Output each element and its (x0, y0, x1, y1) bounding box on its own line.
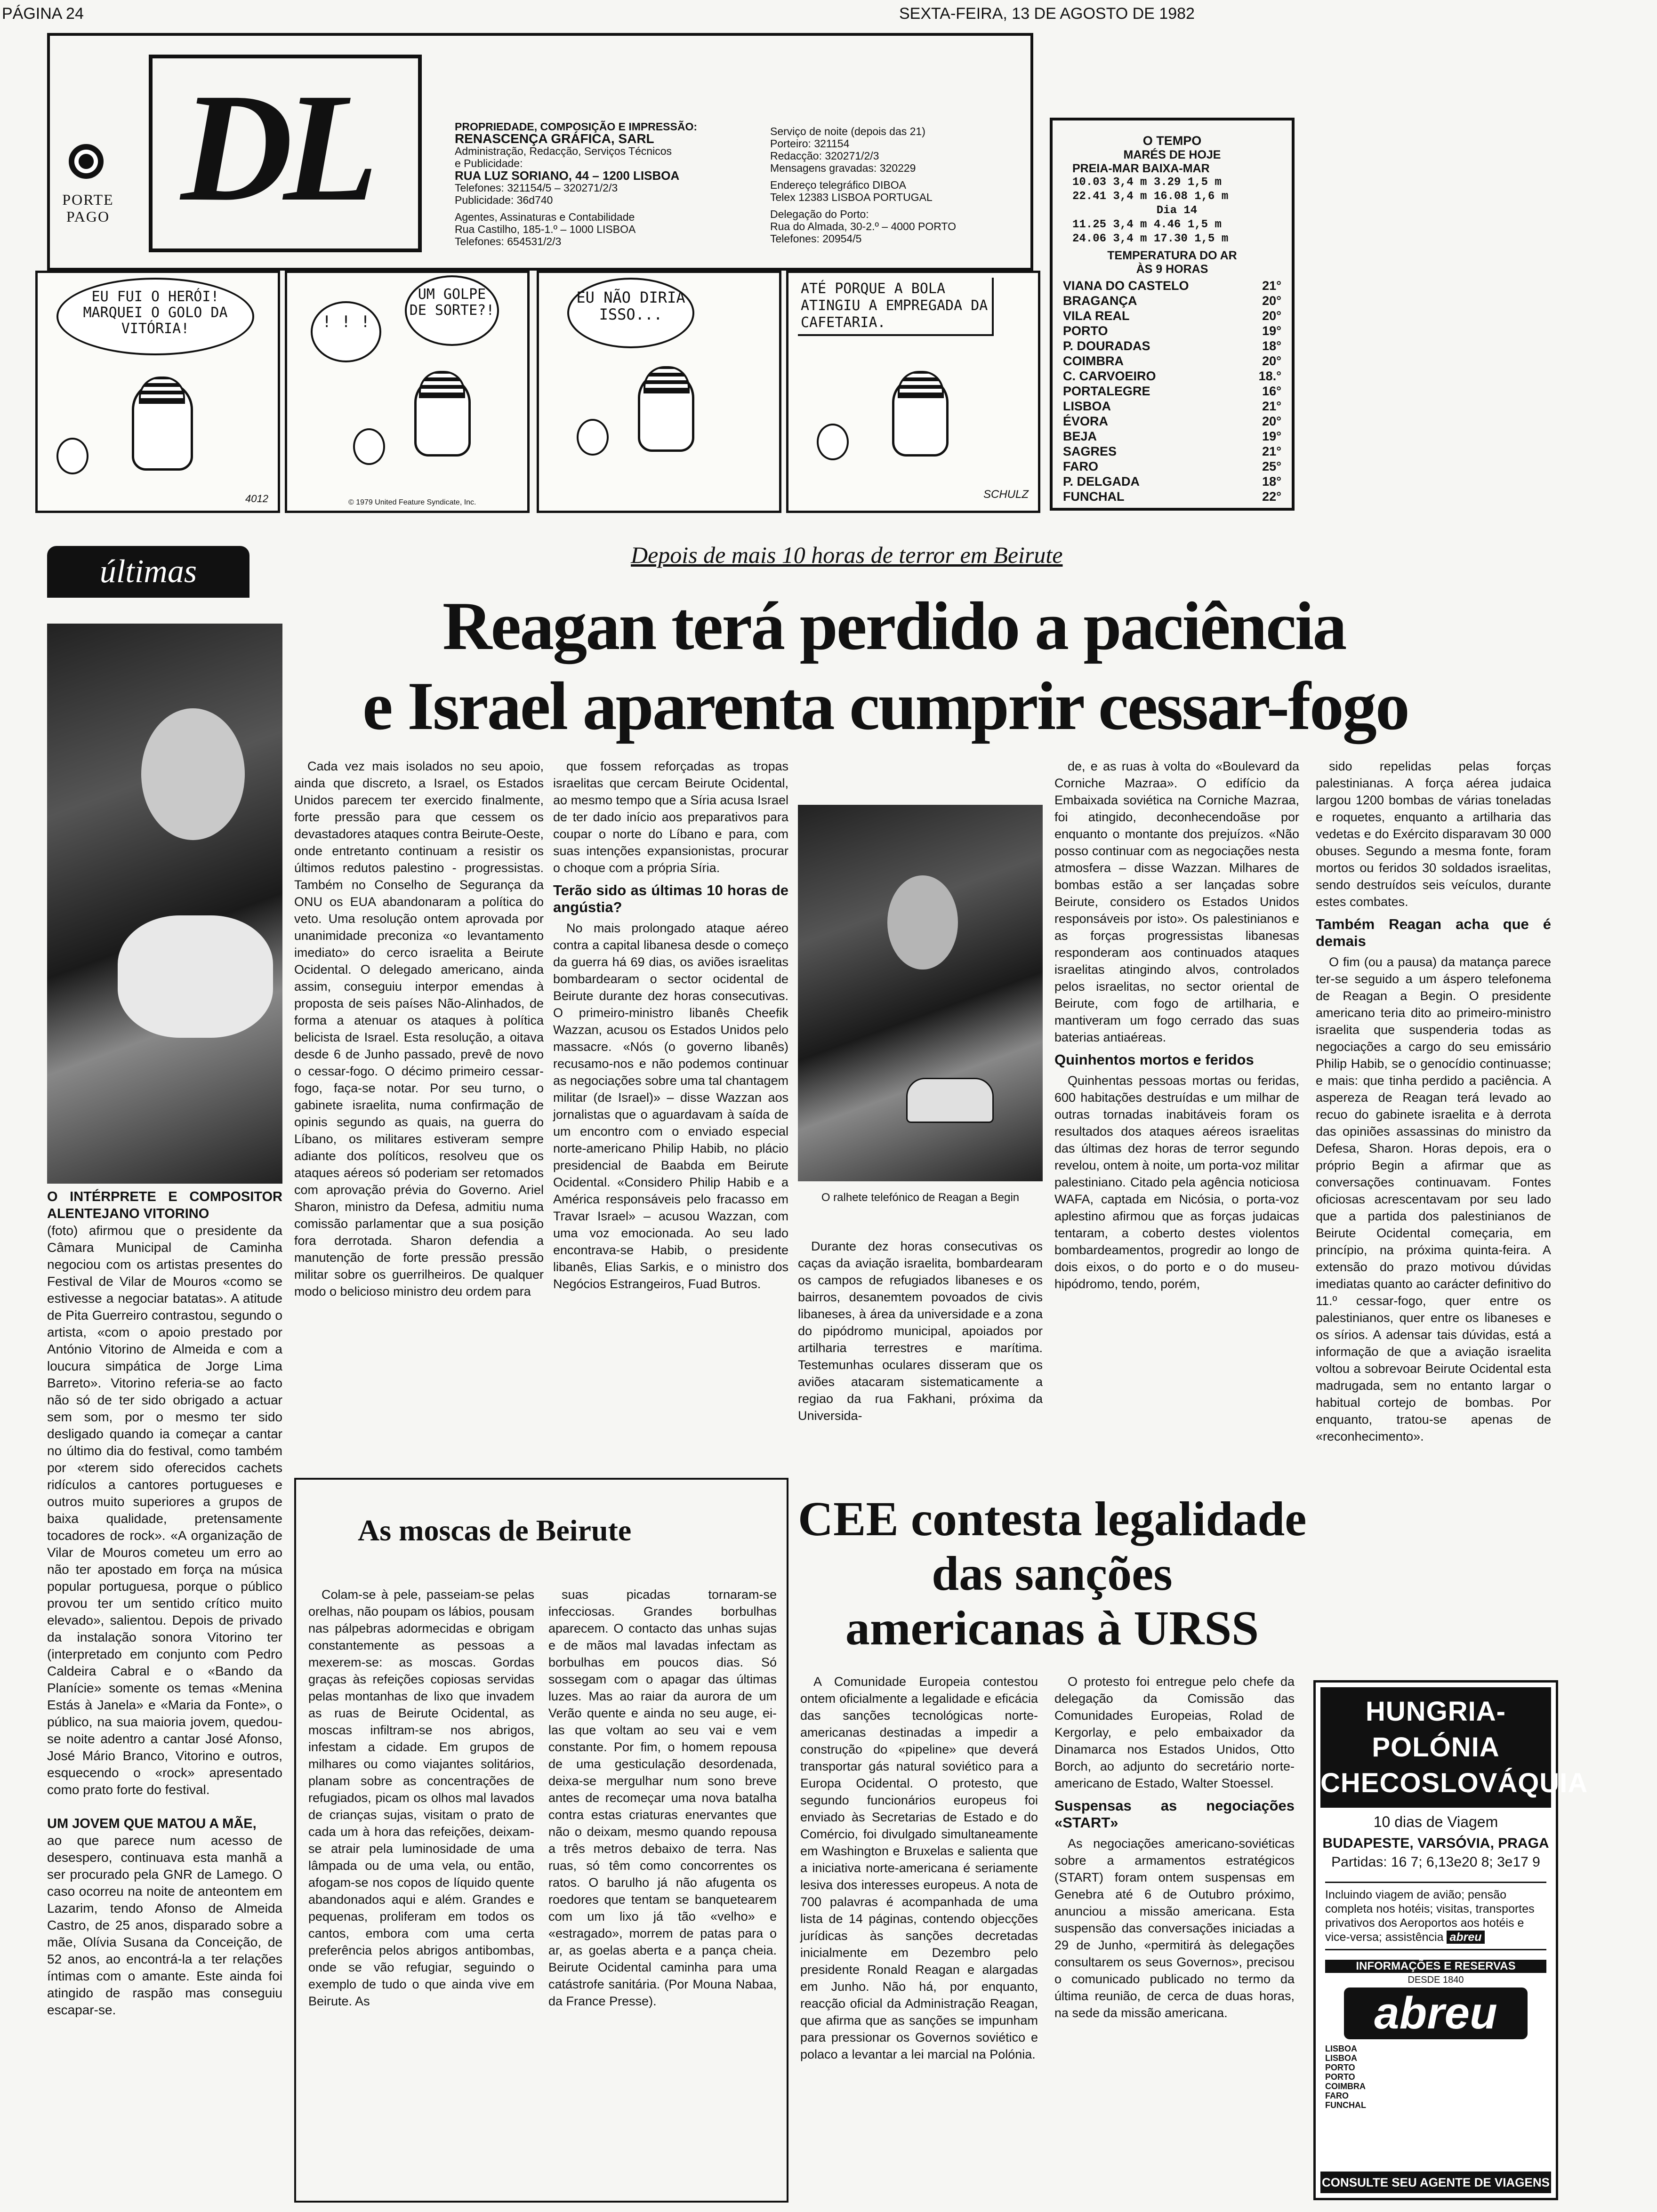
subheading: Também Reagan acha que é demais (1316, 916, 1551, 949)
cee-col-1: A Comunidade Europeia contestou ontem oficialmente a legalidade e eficácia das sanções tecnológicas norte-americanas destinadas a impedir a construção do «pipeline» que deverá transportar gás natural soviético para a Europa Ocidental. O protesto, que segundo funcionários europeus foi enviado às Secretarias de Estado e do Comércio, foi divulgado simultaneamente em Washington e Bruxelas e salienta que a iniciativa norte-americana é seriamente lesiva dos interesses europeus. A nota de 700 palavras é acompanhada de uma lista de 14 páginas, contendo objecções jurídicas às sanções decretadas inicialmente em Dezembro pelo presidente Ronald Reagan e alargadas em Junho. Não há, por enquanto, reacção oficial da Administração Reagan, que afirma que as sanções se impunham para pressionar os Governos soviético e polaco a levantar a lei marcial na Polónia. (800, 1675, 1038, 2061)
main-col-5: sido repelidas pelas forças palestinianas. A força aérea judaica largou 1200 bombas de várias toneladas e roquetes, enquanto a artilharia das vedetas e do Exército disparavam 30 000 obuses. Segundo a mesma fonte, foram mortos ou feridos 30 soldados israelitas, sendo destruídos seis veículos, durante estes combates. Também Reagan acha que é demais O fim (ou a pausa) da matança parece ter-se seguido a um áspero telefonema de Reagan a Begin. O presidente americano teria dito ao primeiro-ministro israelita que suspenderia todas as negociações a cargo do seu emissário Philip Habib, se o genocídio continuasse; e mais: que tinha perdido a paciência. A aspereza de Reagan terá levado ao recuo do gabinete israelita e à derrota das opiniões assassinas do ministro da Defesa, Sharon. Horas depois, era o próprio Begin a afirmar que as conversações continuavam. Fontes oficiosas acrescentavam por seu lado que a partida dos palestinianos de Beirute Ocidental começaria, em princípio, na próxima quinta-feira. A extensão do prazo motivou dúvidas imediatas quanto ao carácter definitivo do 11.º cessar-fogo, quer entre os palestinianos, quer entre os libaneses e os sírios. A adensar tais dúvidas, está a informação de que a aviação israelita voltou a sobrevoar Beirute Ocidental esta madrugada, sem no entanto largar o habitual cortejo de bombas. Por enquanto, tratou-se apenas de «reconhecimento». (1316, 759, 1551, 1443)
comic-number: 4012 (245, 493, 268, 505)
ad-dates: Partidas: 16 7; 6,13e20 8; 3e17 9 (1331, 1854, 1540, 1870)
woodstock-figure (817, 424, 849, 460)
main-col-2: que fossem reforçadas as tropas israelitas que cercam Beirute Ocidental, ao mesmo tempo que a Síria acusa Israel de ter dado início aos preparativos para coupar o norte do Líbano e para, com suas intenções expansionistas, procurar o choque com a própria Síria. Terão sido as últimas 10 horas de angústia? No mais prolongado ataque aéreo contra a capital libanesa desde o começo da guerra há 69 dias, os aviões israelitas bombardearam o sector ocidental de Beirute durante dez horas consecutivas. O primeiro-ministro libanês Cheefik Wazzan, acusou os Estados Unidos pelo massacre. «Nós (o governo libanês) recusamo-nos e não podemos continuar as negociações sobre uma tal chantagem militar (de Israel)» – disse Wazzan aos jornalistas que o aguardavam à saída de um encontro com o enviado especial norte-americano Philip Habib, no plácio presidencial de Baabda em Beirute Ocidental. «Considero Philip Habib e a América responsáveis pelo fracasso em Travar Israel» – acusou Wazzan, com uma voz emocionada. Ao seu lado encontrava-se Habib, o presidente libanês, Elias Sarkis, e o ministro dos Negócios Estrangeiros, Fuad Butros. (553, 759, 788, 1291)
main-headline: Reagan terá perdido a paciência (442, 588, 1346, 664)
moscas-headline: As moscas de Beirute (358, 1514, 632, 1547)
ad-cities: BUDAPESTE, VARSÓVIA, PRAGA (1322, 1835, 1549, 1851)
masthead (47, 33, 1033, 271)
vitorino-photo (47, 624, 282, 1184)
city-row: C. CARVOEIRO 18.° (1063, 369, 1281, 383)
story-text: (foto) afirmou que o presidente da Câmara Municipal de Caminha negociou com os artistas presentes do Festival de Vilar de Mouros «como se estivesse a negociar batatas». A atitude de Pita Guerreiro contrastou, segundo o artista, «com o apoio prestado por António Vitorino de Almeida e com a loucura simpática de Jorge Lima Barreto». Vitorino referia-se ao facto não só de ter sido obrigado a actuar sem som, por o mesmo ter sido desligado quando ia começar a cantar no último dia do festival, como também por «terem sido oferecidos cachets ridículos a cantores portugueses e outros muito superiores a grupos de baixa qualidade, pretensamente tocadores de rock». «A organização de Vilar de Mouros cometeu um erro ao não ter apostado em força na música popular portuguesa, porque o público provou ter um sentido crítico muito elevado», salientou. Depois de privado da instalação sonora Vitorino ter (interpretado em conjunto com Pedro Caldeira Cabral e o «Bando da Planície» somente os temas «Menina Estás à Janela» e «Maria da Fonte», o público, na sua maioria jovem, quedou-se noite adentro a cantar José Afonso, José Mário Branco, Vitorino e outros, esquecendo o «rock» apresentado como prato forte do festival. (47, 1223, 282, 1797)
page-number: PÁGINA 24 (2, 5, 84, 23)
coat-of-arms-icon (69, 144, 104, 179)
caption-box: ATÉ PORQUE A BOLA ATINGIU A EMPREGADA DA CAFETARIA. (798, 278, 994, 336)
comic-panel-2 (285, 271, 530, 513)
porte-pago: PORTE PAGO (62, 191, 114, 225)
ad-branches: LISBOA LISBOA PORTO PORTO COIMBRA FARO FUNCHAL (1325, 2044, 1366, 2110)
ad-band: INFORMAÇÕES E RESERVAS (1325, 1960, 1546, 1973)
ad-days: 10 dias de Viagem (1373, 1813, 1498, 1830)
comic-panel-3 (537, 271, 781, 513)
city-row: FUNCHAL 22° (1063, 489, 1281, 504)
comic-signature: SCHULZ (983, 488, 1029, 501)
city-row: BRAGANÇA 20° (1063, 294, 1281, 308)
temp-subtitle: ÀS 9 HORAS (1136, 263, 1208, 276)
story-headline: O INTÉRPRETE E COMPOSITOR ALENTEJANO VITORINO (47, 1189, 282, 1221)
speech-bubble: EU NÃO DIRIA ISSO... (567, 278, 694, 348)
city-row: ÉVORA 20° (1063, 414, 1281, 428)
tide-table: 10.03 3,4 m 3.29 1,5 m 22.41 3,4 m 16.08 1,6 m Dia 14 11.25 3,4 m 4.46 1,5 m 24.06 3,4 m 17.30 1,5 m (1072, 176, 1229, 245)
subheading: Terão sido as últimas 10 horas de angústia? (553, 882, 788, 915)
face-shape (141, 708, 245, 840)
city-row: BEJA 19° (1063, 429, 1281, 443)
main-kicker: Depois de mais 10 horas de terror em Beirute (631, 542, 1063, 568)
subheading: Quinhentos mortos e feridos (1054, 1051, 1254, 1068)
ad-brand-logo: abreu (1344, 1988, 1528, 2039)
temp-title: TEMPERATURA DO AR (1107, 249, 1237, 262)
photo-caption: O ralhete telefónico de Reagan a Begin (821, 1191, 1020, 1204)
woodstock-figure (56, 438, 88, 474)
ad-includes: Incluindo viagem de avião; pensão completa nos hotéis; visitas, transportes privativos dos Aeroportos aos hotéis e vice-versa; assistência abreu (1325, 1882, 1546, 1950)
story-text: ao que parece num acesso de desespero, continuava esta manhã a ser procurado pela GNR de Lamego. O caso ocorreu na noite de anteontem em Lazarim, tendo Afonso de Almeida Castro, de 25 anos, disparado sobre a mãe, Olívia Susana da Conceição, de 52 anos, ao encontrá-la a ter relações íntimas com o amante. Este ainda foi atingido de raspão mas conseguiu escapar-se. (47, 1833, 282, 2017)
story-headline: UM JOVEM QUE MATOU A MÃE, (47, 1816, 257, 1831)
city-row: P. DOURADAS 18° (1063, 339, 1281, 353)
weather-box (1050, 118, 1295, 511)
comic-panel-1 (35, 271, 280, 513)
sidebar-column (47, 1188, 282, 2019)
city-row: SAGRES 21° (1063, 444, 1281, 458)
ad-title: HUNGRIA-POLÓNIA CHECOSLOVÁQUIA (1320, 1687, 1551, 1808)
moscas-col-1: Colam-se à pele, passeiam-se pelas orelhas, não poupam os lábios, pousam nas pálpebras adormecidas e obrigam constantemente as pessoas a mexerem-se: as moscas. Gordas graças às refeições copiosas servidas pelas montanhas de lixo que invadem as ruas de Beirute Ocidental, as moscas infiltram-se nos abrigos, infestam a cidade. Em grupos de milhares ou como viajantes solitários, planam sobre as concentrações de refugiados, picam os olhos mal lavados de crianças sujas, visitam o prato de cada um à hora das refeições, deixam-se atrair pela luminosidade de uma lâmpada ou de uma vela, ou então, afogam-se nos copos de líquido quente abandonados aqui e além. Grandes e pequenas, proliferam em todos os cantos, embora com uma certa preferência pelos abrigos antibombas, onde se vão refugiar, seguindo o exemplo de tudo o que ainda vive em Beirute. As (308, 1587, 534, 2008)
city-row: VIANA DO CASTELO 21° (1063, 279, 1281, 293)
travel-ad (1313, 1680, 1588, 2200)
service-info: Serviço de noite (depois das 21) Porteiro: 321154 Redacção: 320271/2/3 Mensagens gravadas: 320229 Endereço telegráfico DIBOA Telex 12383 LISBOA PORTUGAL Delegação do Porto: Rua do Almada, 30-2.º – 4000 PORTO Telefones: 20954/5 (770, 125, 956, 245)
city-row: COIMBRA 20° (1063, 354, 1281, 368)
city-row: LISBOA 21° (1063, 399, 1281, 413)
main-col-3: Durante dez horas consecutivas os caças da aviação israelita, bombardearam os campos de refugiados libaneses e os bairros, desanemtem povoados de civis libaneses, à área da universidade e a zona do pipódromo municipal, apoiados por artilharia terrestres e marítima. Testemunhas oculares disseram que os aviões atacaram sistematicamente a regiao da rua Fakhani, próxima da Universida- (798, 1239, 1043, 1423)
moscas-col-2: suas picadas tornaram-se infecciosas. Grandes borbulhas aparecem. O contacto das unhas sujas e de mãos mal lavadas infectam as borbulhas em poucos dias. Só sossegam com o apagar das últimas luzes. Mas ao raiar da aurora de um Verão quente e ainda no seu auge, ei-las que voltam ao seu vai e vem constante. Por fim, o homem repousa de uma gesticulação desordenada, deixa-se mergulhar num sono breve antes de recomeçar uma nova batalha contra estas criaturas enervantes que não o deixam, mesmo quando repousa a três metros debaixo de terra. Nas ruas, só têm como concorrentes os ratos. O barulho já não afugenta os roedores que tentam se banquetearem com um lixo já tão «velho» e «estragado», morrem de patas para o ar, as goelas aberta e a pança cheia. Beirute Ocidental caminha para uma catástrofe sanitária. (Por Mouna Nabaa, da France Presse). (548, 1587, 777, 2008)
ad-footer: CONSULTE SEU AGENTE DE VIAGENS (1320, 2172, 1551, 2193)
woodstock-figure (353, 428, 385, 465)
ultimas-heading: últimas (47, 546, 249, 598)
snoopy-hat (139, 377, 185, 404)
temperature-list (1063, 278, 1281, 504)
head-shape (887, 875, 958, 970)
city-row: PORTO 19° (1063, 324, 1281, 338)
ad-brand-badge: abreu (1447, 1931, 1484, 1944)
cee-col-2: O protesto foi entregue pelo chefe da delegação da Comissão das Comunidades Europeias, Rolad de Kergorlay, e pelo embaixador da Dinamarca nos Estados Unidos, Otto Borch, ao adjunto do secretário norte-americano de Estado, Walter Stoessel. Suspensas as negociações «START» As negociações americano-soviéticas sobre a armamentos estratégicos (START) foram ontem suspensas em Genebra até 6 de Outubro próximo, anunciou a missão americana. Esta suspensão das conversações iniciadas a 29 de Junho, «permitirá às delegações consultarem os seus Governos», precisou o comunicado publicado no termo da última reunião, de cerca de duas horas, na sede da missão americana. (1054, 1675, 1295, 2020)
cee-headline: CEE contesta legalidade das sanções americanas à URSS (798, 1492, 1307, 1655)
city-row: PORTALEGRE 16° (1063, 384, 1281, 398)
woodstock-figure (577, 419, 609, 456)
main-col-4: de, e as ruas à volta do «Boulevard da Corniche Mazraa». O edifício da Embaixada soviética na Corniche Mazraa, foi atingido, deconhecendoãse por enquanto o montante dos prejuízos. «Não posso continuar com as negociações nesta atmosfera – disse Wazzan. Milhares de bombas estão a ser lançadas sobre Beirute, considero os Estados Unidos responsáveis por isto». Os palestinianos e as forças progressistas libanesas responderam aos continuados ataques israelitas atingindo alvos, controlados pelos israelitas, no sector oriental de Beirute, com fogo de artilharia, e mantiveram um fogo cerrado das suas baterias antiaéreas. Quinhentos mortos e feridos Quinhentas pessoas mortas ou feridas, 600 habitações destruídas e um milhar de outras tornadas inabitáveis foram os resultados dos ataques aéreos israelitas das últimas dez horas de terror segundo revelou, ontem à noite, um porta-voz militar palestiniano. Citado pela agência noticiosa WAFA, captada em Nicósia, o porta-voz aplestino afirmou que as forças judaicas tentaram, a coberto destes violentos bombardeamentos, progredir ao longo de dois eixos, o do porto e o do museu-hipódromo, tendo, porém, (1054, 759, 1299, 1291)
main-col-1: Cada vez mais isolados no seu apoio, ainda que discreto, a Israel, os Estados Unidos parecem ter exercido finalmente, forte pressão para que cessem os devastadores ataques contra Beirute-Oeste, onde entretanto continuam a resistir os últimos redutos palestino - progressistas. Também no Conselho de Segurança da ONU os EUA abandonaram a política do veto. Uma resolução ontem aprovada por unanimidade preconiza «o levantamento imediato» do cerco israelita a Beirute Ocidental. O delegado americano, ainda assim, conseguiu interpor emendas à proposta de seis países Não-Alinhados, de forma a atenuar os ataques à política belicista de Israel. Esta resolução, a oitava desde 6 de Junho passado, prevê de novo o cessar-fogo. O décimo primeiro cessar-fogo, faça-se notar. Por seu turno, o gabinete israelita, numa confirmação de opinis segundo as quais, na guerra do Líbano, os militares estiveram sempre adiante dos políticos, resolveu que os ataques aéreos só poderiam ser retomados com aprovação prévia do Governo. Ariel Sharon, ministro da Defesa, admitiu numa comissão parlamentar que a sua posição fora derrotada. Sharon defendia a manutenção de forte pressão pressão militar sobre os guerrilheiros. De qualquer modo o belicioso ministro deu ordem para (294, 759, 544, 1298)
city-row: P. DELGADA 18° (1063, 474, 1281, 489)
speech-bubble: UM GOLPE DE SORTE?! (405, 275, 499, 346)
thought-bubble: ! ! ! (311, 301, 381, 362)
comic-panel-4 (786, 271, 1040, 513)
tide-header: PREIA-MAR BAIXA-MAR (1072, 162, 1210, 175)
reagan-phone-photo (798, 805, 1043, 1181)
logo-box (149, 55, 422, 252)
page-date: SEXTA-FEIRA, 13 DE AGOSTO DE 1982 (899, 5, 1195, 23)
hat-shape (118, 915, 273, 1038)
comic-copyright: © 1979 United Feature Syndicate, Inc. (348, 498, 476, 506)
snoopy-hat (898, 371, 944, 398)
weather-title: O TEMPO (1142, 134, 1202, 148)
weather-subtitle: MARÉS DE HOJE (1123, 148, 1221, 161)
main-headline: e Israel aparenta cumprir cessar-fogo (362, 668, 1408, 744)
snoopy-hat (643, 366, 690, 393)
publisher-info: PROPRIEDADE, COMPOSIÇÃO E IMPRESSÃO: RENASCENÇA GRÁFICA, SARL Administração, Redacção, Serviços Técnicos e Publicidade: RUA LUZ SORIANO, 44 – 1200 LISBOA Telefones: 321154/5 – 320271/2/3 Publicidade: 36d740 Agentes, Assinaturas e Contabilidade Rua Castilho, 185-1.º – 1000 LISBOA Telefones: 654531/2/3 (455, 120, 698, 248)
subheading: Suspensas as negociações «START» (1054, 1797, 1295, 1831)
city-row: FARO 25° (1063, 459, 1281, 473)
city-row: VILA REAL 20° (1063, 309, 1281, 323)
speech-bubble: EU FUI O HERÓI! MARQUEI O GOLO DA VITÓRIA! (56, 278, 254, 355)
telephone-icon (906, 1078, 994, 1123)
logo: DL (181, 62, 369, 233)
ad-since: DESDE 1840 (1408, 1975, 1464, 1985)
snoopy-hat (419, 371, 465, 398)
